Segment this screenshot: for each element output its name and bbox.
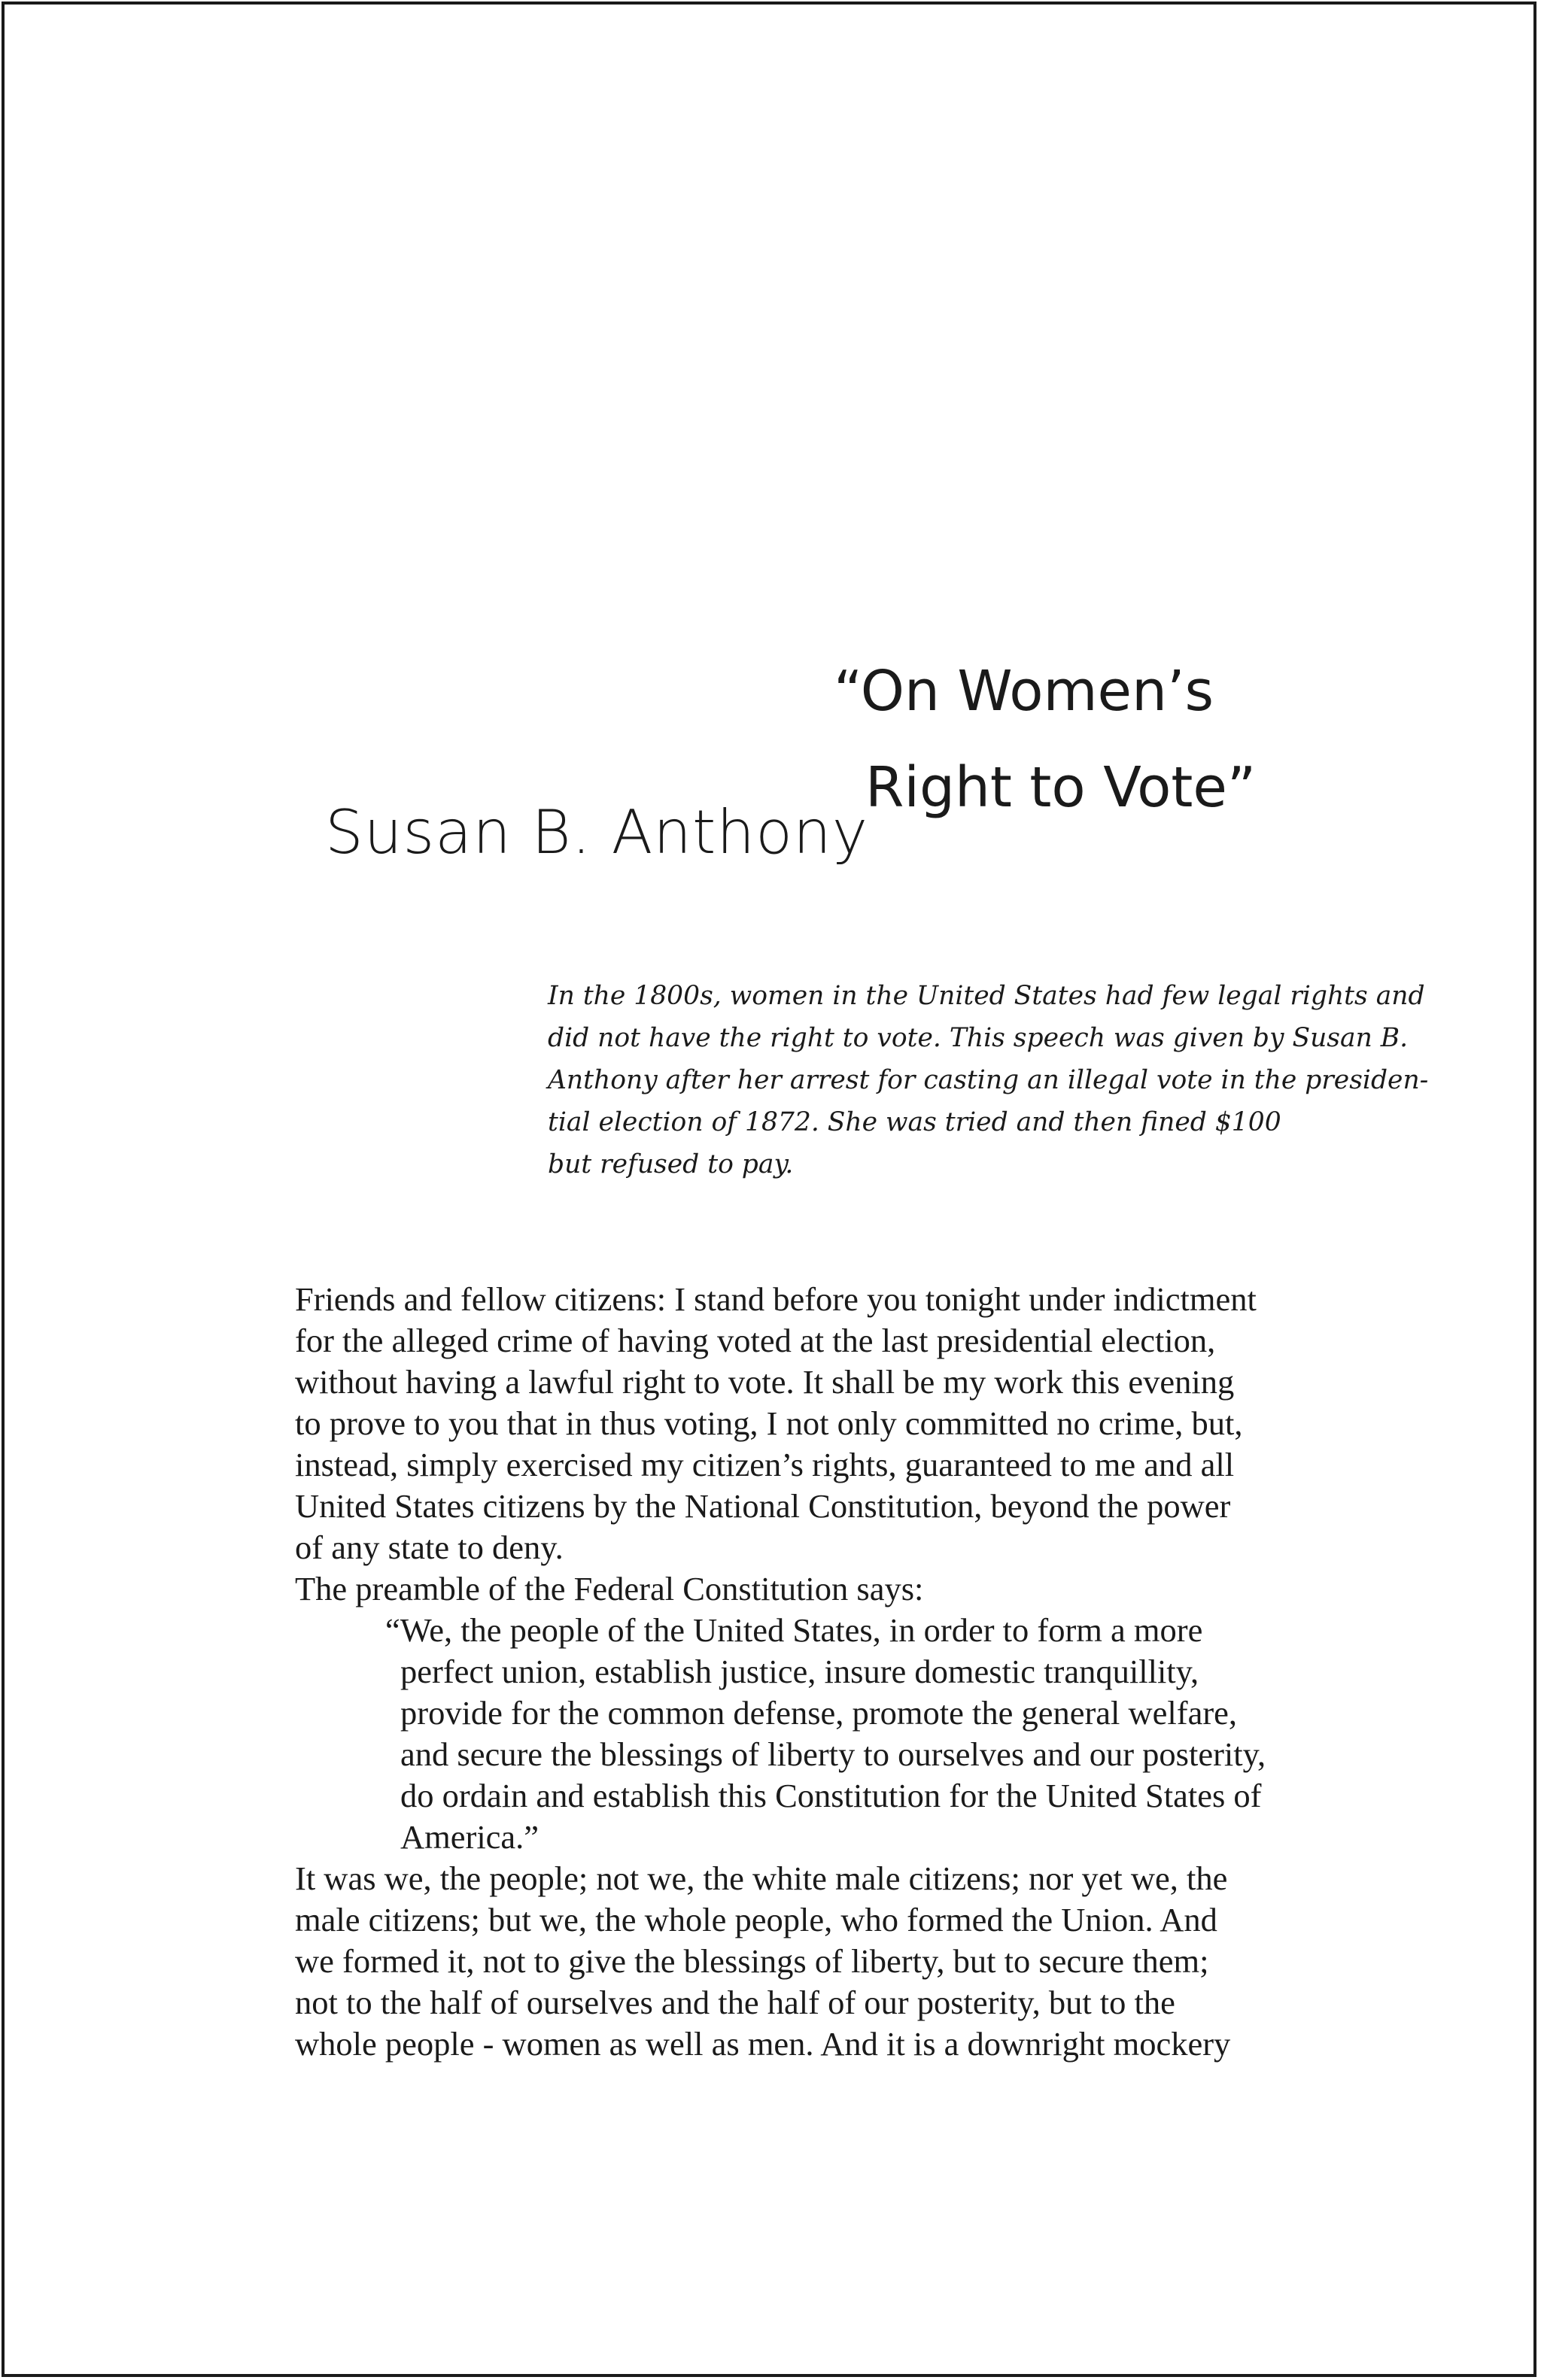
body-line: to prove to you that in thus voting, I not only committed no crime, but,: [295, 1404, 1243, 1442]
quote-line: perfect union, establish justice, insure domestic tranquillity,: [400, 1653, 1199, 1690]
title-line-1: “On Women’s: [834, 659, 1214, 724]
body-line: male citizens; but we, the whole people, who formed the Union. And: [295, 1901, 1217, 1938]
paragraph-3: [295, 1858, 1454, 2065]
speech-title: [834, 643, 1257, 836]
quote-line: do ordain and establish this Constitution for the United States of: [400, 1777, 1262, 1814]
body-line: United States citizens by the National Constitution, beyond the power: [295, 1487, 1231, 1525]
body-line: without having a lawful right to vote. It shall be my work this evening: [295, 1363, 1235, 1401]
paragraph-1: [295, 1279, 1454, 1568]
body-line: Friends and fellow citizens: I stand before you tonight under indictment: [295, 1280, 1257, 1318]
title-line-2: Right to Vote”: [865, 755, 1257, 820]
paragraph-2: [295, 1568, 1454, 1610]
speech-body: [295, 1279, 1454, 2065]
intro-note: [548, 975, 1429, 1185]
intro-line: Anthony after her arrest for casting an illegal vote in the presiden-: [548, 1065, 1429, 1095]
quote-line: and secure the blessings of liberty to ourselves and our posterity,: [400, 1735, 1266, 1773]
body-line: not to the half of ourselves and the half of our posterity, but to the: [295, 1984, 1175, 2021]
body-line: It was we, the people; not we, the white male citizens; nor yet we, the: [295, 1859, 1228, 1897]
body-line: whole people - women as well as men. And it is a downright mockery: [295, 2025, 1231, 2063]
body-line: we formed it, not to give the blessings of liberty, but to secure them;: [295, 1942, 1209, 1980]
body-line: of any state to deny.: [295, 1528, 564, 1566]
intro-line: tial election of 1872. She was tried and then fined $100: [548, 1107, 1281, 1137]
body-line: for the alleged crime of having voted at the last presidential election,: [295, 1322, 1216, 1359]
quote-line: provide for the common defense, promote the general welfare,: [400, 1694, 1238, 1732]
author-name: Susan B. Anthony: [325, 797, 869, 867]
body-line: instead, simply exercised my citizen’s rights, guaranteed to me and all: [295, 1446, 1235, 1483]
intro-line: In the 1800s, women in the United States had few legal rights and: [548, 981, 1425, 1011]
intro-line: but refused to pay.: [548, 1149, 794, 1179]
intro-line: did not have the right to vote. This speech was given by Susan B.: [548, 1023, 1409, 1053]
body-line: The preamble of the Federal Constitution says:: [295, 1570, 924, 1607]
quote-line: “We, the people of the United States, in order to form a more: [385, 1611, 1203, 1649]
quote-line: America.”: [400, 1818, 540, 1856]
preamble-quote: [295, 1610, 1454, 1858]
